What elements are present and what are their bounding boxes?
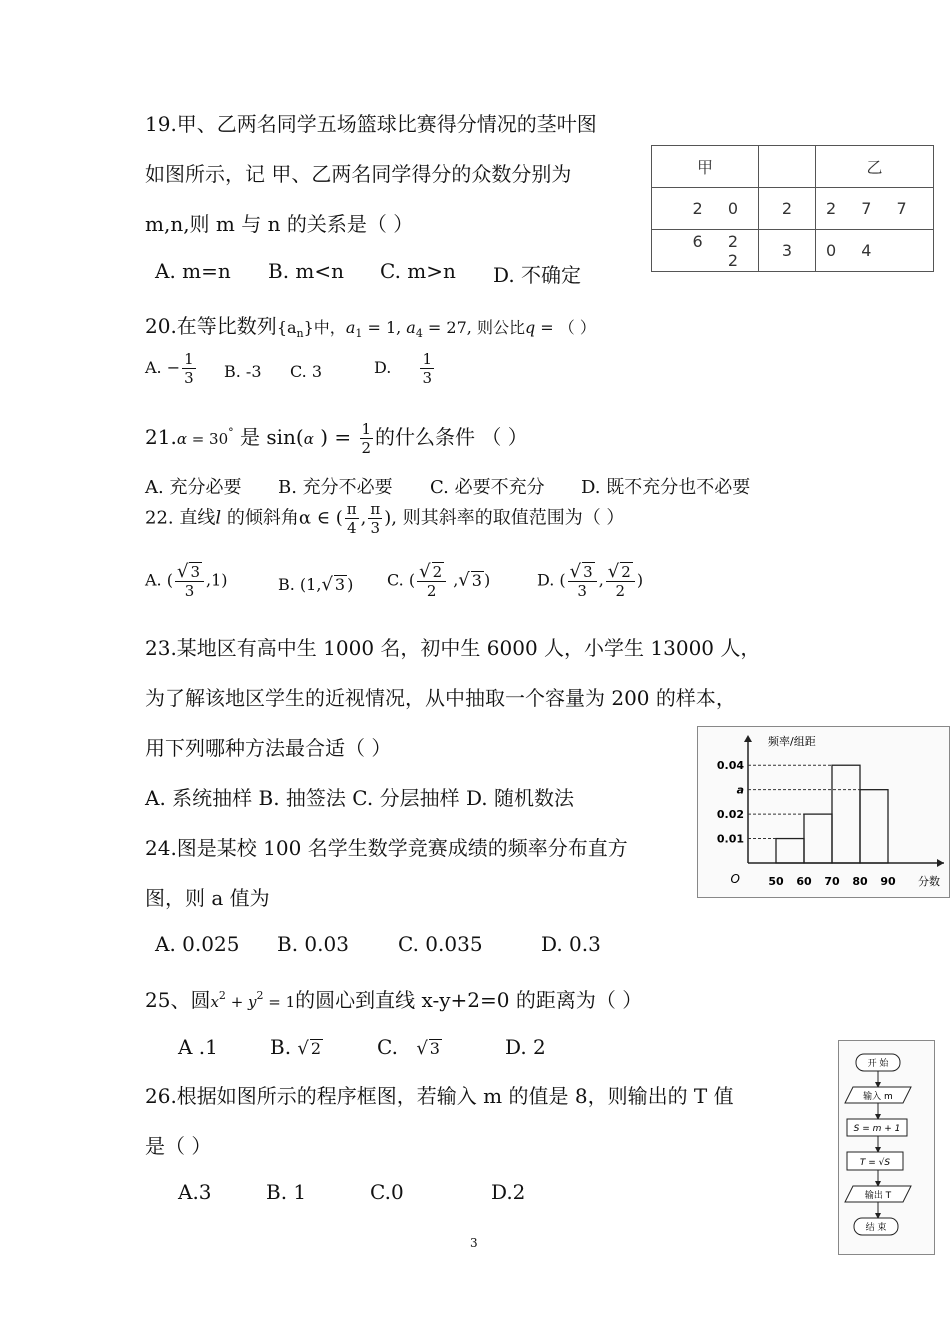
- q20-a1-val: = 1,: [362, 318, 407, 337]
- table-cell: 0 4: [816, 230, 934, 272]
- q20-option-a-sign: −: [166, 358, 181, 377]
- table-row: [652, 146, 934, 188]
- q20-seq: [276, 318, 346, 340]
- fraction-num: 1: [422, 350, 432, 368]
- sqrt-sign: √: [321, 574, 333, 595]
- fraction-num: π: [370, 500, 381, 518]
- sqrt-radicand: 3: [429, 1039, 440, 1058]
- flowchart-figure: [838, 1040, 935, 1255]
- q26-line2: 是（ ）: [145, 1134, 212, 1158]
- flow-start-text: 开 始: [867, 1059, 889, 1069]
- sqrt-sign: √: [569, 561, 582, 582]
- q25-pow: 2: [218, 989, 226, 1002]
- sqrt-sign: √: [458, 569, 470, 591]
- table-cell: [759, 146, 816, 188]
- fraction-den: 3: [577, 582, 587, 600]
- q25-pow2: 2: [256, 989, 264, 1002]
- x-tick-label: 80: [852, 875, 868, 888]
- table-row: [652, 188, 934, 230]
- q20-seq-a: {a: [276, 318, 297, 337]
- q21-stem: [145, 420, 528, 457]
- q20-seq-end: }中，: [303, 318, 346, 337]
- table-cell: 2 7 7: [816, 188, 934, 230]
- fraction-num: [568, 562, 597, 582]
- q21-mid: 是 sin(: [233, 425, 304, 449]
- x-axis-arrow: [937, 859, 944, 867]
- q26-option-a: A.3: [178, 1180, 212, 1204]
- sqrt-radicand: 3: [190, 563, 200, 581]
- q23-options: A. 系统抽样 B. 抽签法 C. 分层抽样 D. 随机数法: [145, 786, 574, 810]
- q20-a1: a: [345, 318, 356, 337]
- fraction-den: 3: [184, 582, 195, 600]
- q22-tail: ), 则其斜率的取值范围为（ ）: [384, 507, 625, 529]
- flow-output-text: 输出 T: [864, 1191, 892, 1201]
- page-number: 3: [470, 1236, 478, 1250]
- q25-plus: +: [225, 993, 249, 1011]
- y-tick-label: 0.04: [716, 759, 744, 773]
- q22-option-c-label: C. (: [387, 570, 416, 590]
- fraction: [182, 350, 196, 387]
- q25-option-b: [270, 1035, 323, 1059]
- fraction: [568, 562, 597, 600]
- table-cell: 乙: [816, 146, 934, 188]
- q25-option-c: [377, 1035, 442, 1059]
- q22-mid: 的倾斜角α ∈ (: [221, 507, 343, 529]
- fraction: [606, 562, 635, 600]
- q24-option-d: D. 0.3: [541, 932, 601, 956]
- q22-option-c-mid: ,: [448, 570, 459, 590]
- q20-seq-sub: n: [296, 327, 304, 340]
- fraction-num: [606, 562, 635, 582]
- q21-prefix: 21.: [145, 425, 177, 449]
- q26-line1: 26.根据如图所示的程序框图，若输入 m 的值是 8，则输出的 T 值: [145, 1084, 734, 1108]
- fraction-den: 3: [422, 369, 432, 387]
- q25-y: y: [248, 993, 257, 1011]
- sqrt-sign: √: [416, 1038, 428, 1059]
- q22-option-a-end: ,1): [206, 570, 228, 590]
- q22-option-d-label: D. (: [537, 570, 566, 590]
- q22-option-d-mid: ,: [598, 570, 604, 590]
- q21-mid2: ) =: [313, 425, 352, 449]
- fraction-den: 3: [184, 369, 194, 387]
- q24-option-c: C. 0.035: [398, 932, 483, 956]
- q23-line1: 23.某地区有高中生 1000 名，初中生 6000 人，小学生 13000 人，: [145, 636, 761, 660]
- histogram-figure: [697, 726, 950, 898]
- q19-line3: m,n,则 m 与 n 的关系是（ ）: [145, 212, 414, 236]
- table-cell: 2 0: [652, 188, 759, 230]
- sqrt-sign: √: [297, 1038, 309, 1059]
- q21-option-a: A. 充分必要: [145, 477, 242, 498]
- fraction-den: 2: [426, 582, 437, 600]
- q20-stem: [145, 310, 596, 340]
- q22-option-d: [537, 562, 643, 600]
- q24-line1: 24.图是某校 100 名学生数学竞赛成绩的频率分布直方: [145, 836, 628, 860]
- fraction-den: 2: [615, 582, 626, 600]
- q21-option-c: C. 必要不充分: [430, 477, 545, 498]
- q20-option-d-label: D.: [374, 358, 392, 377]
- q25-tail: 的圆心到直线 x-y+2=0 的距离为（ ）: [295, 988, 643, 1012]
- fraction: [417, 562, 446, 600]
- sqrt-radicand: 3: [334, 575, 346, 594]
- q22-option-c: [387, 562, 490, 600]
- histogram-chart: [698, 727, 949, 897]
- histogram-bar: [860, 790, 888, 863]
- q21-alpha: α: [176, 430, 187, 448]
- fraction: [368, 500, 382, 537]
- y-tick-label: 0.01: [716, 832, 744, 846]
- fraction: [345, 500, 359, 537]
- q22-option-a-label: A. (: [145, 570, 173, 590]
- q21-option-b: B. 充分不必要: [278, 477, 393, 498]
- q26-option-b: B. 1: [266, 1180, 307, 1204]
- y-axis-label: 频率/组距: [768, 735, 816, 748]
- q19-option-b: B. m<n: [268, 259, 345, 283]
- q26-option-d: D.2: [491, 1180, 526, 1204]
- q19-line1: 19.甲、乙两名同学五场篮球比赛得分情况的茎叶图: [145, 112, 597, 136]
- q22-option-d-end: ): [636, 570, 644, 590]
- fraction-num: [417, 562, 446, 582]
- q20-option-a: [145, 350, 198, 387]
- flow-input-text: 输入 m: [863, 1092, 893, 1102]
- fraction: [360, 420, 374, 457]
- q20-option-a-label: A.: [145, 358, 162, 377]
- stem-leaf-table: [651, 145, 934, 272]
- q22-option-a: [145, 562, 228, 600]
- q20-q: q: [524, 318, 536, 337]
- q20-option-c: C. 3: [290, 362, 323, 381]
- q20-a4-sub: 4: [415, 327, 423, 340]
- sqrt-sign: √: [607, 561, 620, 582]
- fraction-num: 1: [361, 420, 372, 438]
- q19-option-c: C. m>n: [380, 259, 456, 283]
- q22-option-b: [278, 574, 353, 595]
- fraction-den: 2: [361, 439, 372, 457]
- fraction-num: 1: [184, 350, 194, 368]
- sqrt-radicand: 2: [432, 563, 443, 581]
- table-cell: 2: [759, 188, 816, 230]
- sqrt-radicand: 3: [583, 563, 593, 581]
- sqrt-radicand: 2: [310, 1039, 322, 1058]
- q25-x: x: [210, 993, 219, 1011]
- q22-option-c-end: ): [483, 570, 491, 590]
- histogram-bar: [776, 839, 804, 863]
- fraction-num: [175, 562, 204, 582]
- flow-assign-text: S = m + 1: [853, 1124, 901, 1134]
- q20-a4-val: = 27, 则公比: [422, 318, 525, 337]
- q19-option-a: A. m=n: [155, 259, 231, 283]
- x-tick-label: 50: [768, 875, 784, 888]
- x-tick-label: 70: [824, 875, 840, 888]
- flowchart: [839, 1041, 934, 1254]
- q21-alpha2: α: [303, 430, 314, 448]
- origin-label: O: [730, 872, 740, 886]
- q25-option-d: D. 2: [505, 1035, 546, 1059]
- sqrt-sign: √: [176, 561, 189, 582]
- q25-eq: = 1: [263, 993, 296, 1011]
- table-row: [652, 230, 934, 272]
- q22-option-b-label: B. (1,: [278, 575, 322, 594]
- q25-option-b-label: B.: [270, 1035, 292, 1059]
- q26-option-c: C.0: [370, 1180, 404, 1204]
- fraction-den: 3: [370, 519, 381, 537]
- sqrt-radicand: 3: [471, 570, 482, 590]
- q21-option-d: D. 既不充分也不必要: [581, 477, 751, 498]
- q22-stem: 22. 直线l 的倾斜角α ∈ ( $\frac{\pi}{4}$ , $\frac{\pi}{3}$ ), 则其斜率的取值范围为（ ）: [145, 500, 625, 537]
- q23-line3: 用下列哪种方法最合适（ ）: [145, 736, 392, 760]
- q21-tail: 的什么条件 （ ）: [375, 425, 528, 449]
- q21-deg: °: [228, 426, 234, 439]
- q25-stem: [145, 984, 642, 1013]
- q19-option-d: D. 不确定: [493, 263, 582, 287]
- q20-a4: a: [406, 318, 416, 337]
- q20-a1-sub: 1: [355, 327, 363, 340]
- q20-prefix: 20.在等比数列: [145, 314, 277, 338]
- q25-option-c-label: C.: [377, 1035, 398, 1059]
- q20-option-b: B. -3: [224, 362, 262, 381]
- fraction-den: 4: [346, 519, 357, 537]
- q22-prefix: 22. 直线: [145, 507, 216, 529]
- q21-eq: = 30: [186, 430, 229, 448]
- q24-line2: 图，则 a 值为: [145, 886, 270, 910]
- q23-line2: 为了解该地区学生的近视情况，从中抽取一个容量为 200 的样本，: [145, 686, 736, 710]
- fraction: [420, 350, 434, 387]
- x-axis-label: 分数: [918, 875, 940, 888]
- q25-option-a: A .1: [178, 1035, 218, 1059]
- table-cell: 3: [759, 230, 816, 272]
- y-axis-arrow: [744, 735, 752, 742]
- fraction: [175, 562, 204, 600]
- sqrt-sign: √: [419, 561, 431, 582]
- fraction-num: π: [346, 500, 357, 518]
- q19-line2: 如图所示，记 甲、乙两名同学得分的众数分别为: [145, 162, 572, 186]
- x-tick-label: 90: [880, 875, 896, 888]
- y-tick-label: 0.02: [716, 808, 744, 822]
- q25-prefix: 25、圆: [145, 988, 211, 1012]
- table-cell: 甲: [652, 146, 759, 188]
- flow-end-text: 结 束: [865, 1223, 887, 1233]
- q22-l: l: [215, 507, 222, 529]
- q20-option-d: [374, 350, 436, 387]
- q20-tail: = （ ）: [535, 318, 596, 337]
- sqrt-radicand: 2: [621, 563, 631, 581]
- y-tick-label: a: [736, 783, 744, 797]
- q24-option-a: A. 0.025: [155, 932, 240, 956]
- histogram-bar: [804, 814, 832, 863]
- table-cell: 6 2 2: [652, 230, 759, 272]
- flow-sqrt-text: T = √S: [859, 1158, 891, 1168]
- x-tick-label: 60: [796, 875, 812, 888]
- q22-option-b-end: ): [347, 575, 354, 594]
- histogram-bar: [832, 765, 860, 863]
- q24-option-b: B. 0.03: [277, 932, 349, 956]
